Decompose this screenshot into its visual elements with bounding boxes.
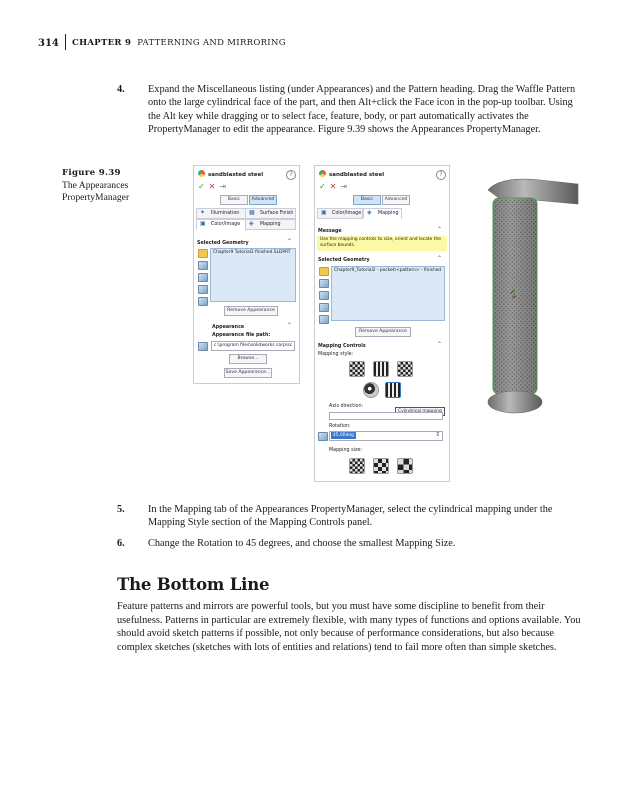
tab-mapping[interactable]: ◈ Mapping: [363, 208, 402, 219]
step-text: Change the Rotation to 45 degrees, and choose the smallest Mapping Size.: [148, 538, 456, 549]
tab-mapping[interactable]: ◈ Mapping: [245, 219, 296, 230]
running-header: [38, 30, 598, 52]
cancel-icon[interactable]: ✕: [329, 182, 337, 191]
figure-label: Figure 9.39: [62, 168, 121, 178]
selected-geometry-heading: Selected Geometry: [197, 241, 249, 246]
tab-illumination[interactable]: ✦ Illumination: [196, 208, 248, 219]
advanced-button[interactable]: Advanced: [382, 195, 410, 205]
step-number: 5.: [117, 504, 125, 515]
pin-icon[interactable]: ⇥: [340, 182, 348, 191]
header-divider: [65, 34, 66, 50]
list-item[interactable]: Chapter9 Tutorial2 finished.SLDPRT: [213, 250, 291, 255]
palette-icon: ▣: [321, 209, 327, 216]
mapping-controls-heading: Mapping Controls: [318, 344, 366, 349]
file-path-label: Appearance file path:: [212, 333, 271, 338]
tab-surface-finish[interactable]: ▦ Surface Finish: [245, 208, 296, 219]
ok-icon[interactable]: ✓: [319, 182, 326, 191]
pin-icon[interactable]: ⇥: [219, 182, 227, 191]
face-filter-icon[interactable]: [198, 285, 208, 294]
selected-geometry-list[interactable]: [331, 266, 445, 321]
basic-button[interactable]: Basic: [220, 195, 248, 205]
file-icon: [198, 342, 208, 351]
rotation-icon: [318, 432, 328, 441]
browse-button[interactable]: Browse...: [229, 354, 267, 364]
step-number: 6.: [117, 538, 125, 549]
ok-icon[interactable]: ✓: [198, 182, 205, 191]
collapse-chevron-icon[interactable]: ⌃: [287, 322, 293, 329]
cylindrical-mapping-icon[interactable]: [385, 382, 401, 398]
tab-color-image[interactable]: ▣ Color/Image: [317, 208, 363, 219]
feature-filter-icon[interactable]: [198, 273, 208, 282]
step-text: Expand the Miscellaneous listing (under Appearances) and the Pattern heading. Drag the Waffle Pattern onto the large cylindrical face of the part, and then Alt+click the Face icon in the pop-up toolbar. Using the Alt key while dragging or to select face, feature, body, or part automatically activates the PropertyManager to edit the appearance. Figure 9.39 shows the Appearances PropertyManager.: [148, 84, 576, 136]
palette-icon: ▣: [200, 220, 206, 227]
textured-handle-render: [470, 176, 580, 416]
mapping-size-large-icon[interactable]: [397, 458, 413, 474]
message-box: Use the mapping controls to size, orient and locate the surface bounds.: [317, 236, 447, 251]
face-filter-icon[interactable]: [319, 303, 329, 312]
rotation-value[interactable]: 45.00deg: [333, 433, 354, 438]
collapse-chevron-icon[interactable]: ⌃: [287, 238, 293, 245]
axis-direction-label: Axis direction:: [329, 404, 364, 409]
mapping-icon: ◈: [249, 220, 254, 227]
list-item[interactable]: Chapter9_Tutorial2 - pocket\<pattern> - finished: [334, 268, 442, 273]
remove-appearance-button[interactable]: Remove Appearance: [355, 327, 411, 337]
surface-filter-icon[interactable]: [198, 297, 208, 306]
mapping-size-small-icon[interactable]: [349, 458, 365, 474]
step-text: In the Mapping tab of the Appearances PropertyManager, select the cylindrical mapping under the Mapping Style section of the Mapping Controls panel.: [148, 504, 553, 529]
surface-mapping-icon[interactable]: [349, 361, 365, 377]
part-filter-icon[interactable]: [198, 249, 208, 258]
collapse-chevron-icon[interactable]: ⌃: [437, 255, 443, 262]
collapse-chevron-icon[interactable]: ⌃: [437, 341, 443, 348]
selected-geometry-heading: Selected Geometry: [318, 258, 370, 263]
rotation-label: Rotation:: [329, 424, 351, 429]
action-buttons: [198, 182, 226, 191]
filter-icons: [319, 267, 328, 327]
mapping-style-label: Mapping style:: [318, 352, 354, 357]
filter-icons: [198, 249, 207, 309]
part-filter-icon[interactable]: [319, 267, 329, 276]
box-mapping-icon[interactable]: [363, 382, 379, 398]
appearance-ball-icon: [198, 170, 205, 177]
selected-geometry-list[interactable]: [210, 248, 296, 302]
step-number: 4.: [117, 84, 125, 95]
figure-caption: [62, 167, 172, 205]
chapter-label: CHAPTER 9: [72, 38, 132, 48]
axis-direction-field[interactable]: [329, 412, 443, 420]
body-filter-icon[interactable]: [198, 261, 208, 270]
message-heading: Message: [318, 229, 342, 234]
mapping-size-label: Mapping size:: [329, 448, 363, 453]
appearance-ball-icon: [319, 170, 326, 177]
chapter-title: PATTERNING AND MIRRORING: [137, 38, 286, 48]
mapping-size-medium-icon[interactable]: [373, 458, 389, 474]
surface-filter-icon[interactable]: [319, 315, 329, 324]
step-5: [117, 503, 582, 530]
body-filter-icon[interactable]: [319, 279, 329, 288]
spinner-arrows-icon[interactable]: ⇕: [435, 431, 441, 438]
remove-appearance-button[interactable]: Remove Appearance: [224, 306, 278, 316]
basic-button[interactable]: Basic: [353, 195, 381, 205]
file-path-field[interactable]: c:\program files\solidworks corp\sc: [211, 341, 295, 351]
projection-mapping-icon[interactable]: [373, 361, 389, 377]
step-6: [117, 537, 582, 550]
body-paragraph: Feature patterns and mirrors are powerful tools, but you must have some discipline to benefit from their usefulness. Patterns in particular are extremely flexible, with many types of functions and options available. You should avoid sketch patterns if possible, not only because of performance considerations, but also because complex sketches (sketches with lots of entities and relations) tend to fail more often than simple sketches.: [117, 601, 581, 653]
save-appearance-button[interactable]: Save Appearance...: [224, 368, 272, 378]
appearances-panel-basic: [193, 165, 300, 384]
lightbulb-icon: ✦: [200, 209, 206, 216]
appearance-heading: Appearance: [212, 325, 245, 330]
chapter-heading: [72, 38, 286, 48]
spherical-mapping-icon[interactable]: [397, 361, 413, 377]
surface-icon: ▦: [249, 209, 255, 216]
step-4: [117, 83, 582, 137]
section-heading: The Bottom Line: [117, 575, 270, 594]
collapse-chevron-icon[interactable]: ⌃: [437, 226, 443, 233]
advanced-button[interactable]: Advanced: [249, 195, 277, 205]
mapping-icon: ◈: [367, 209, 372, 216]
help-icon[interactable]: ?: [286, 170, 296, 180]
panel-title: sandblasted steel: [198, 170, 263, 178]
figure-caption-text: The Appearances PropertyManager: [62, 179, 130, 203]
appearances-panel-advanced: [314, 165, 450, 482]
panel-title: sandblasted steel: [319, 170, 384, 178]
help-icon[interactable]: ?: [436, 170, 446, 180]
cancel-icon[interactable]: ✕: [208, 182, 216, 191]
page-number: 314: [38, 38, 59, 49]
tab-color-image[interactable]: ▣ Color/Image: [196, 219, 246, 230]
action-buttons: [319, 182, 347, 191]
feature-filter-icon[interactable]: [319, 291, 329, 300]
